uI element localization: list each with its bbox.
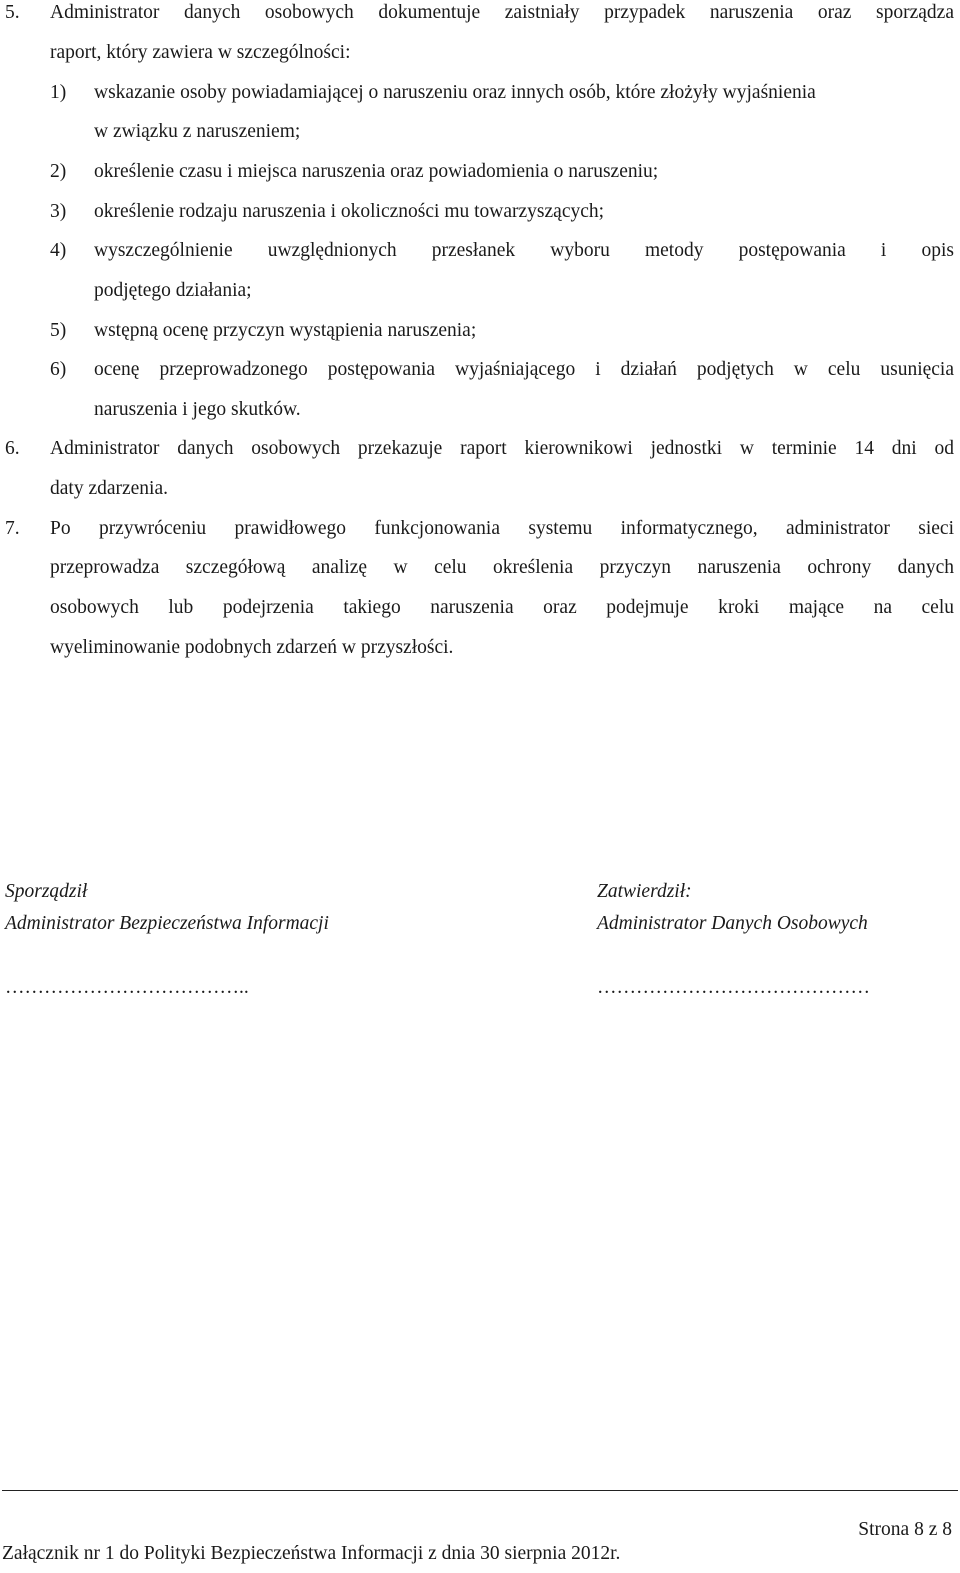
- item-text-line: Administrator danych osobowych dokumentuje zaistniały przypadek naruszenia oraz sporządza: [50, 2, 954, 23]
- subitem-text-line: wyszczególnienie uwzględnionych przesłanek wyboru metody postępowania i opis: [94, 240, 954, 261]
- item-text-line: Administrator danych osobowych przekazuje raport kierownikowi jednostki w terminie 14 dni od: [50, 438, 954, 459]
- subitem-text-line: podjętego działania;: [94, 280, 252, 301]
- footer-divider: [2, 1490, 958, 1491]
- signature-left-line: ………………………………..: [5, 977, 249, 998]
- signature-left-role: Administrator Bezpieczeństwa Informacji: [5, 913, 329, 934]
- subitem-text-line: wstępną ocenę przyczyn wystąpienia naruszenia;: [94, 320, 477, 341]
- item-text-line: raport, który zawiera w szczególności:: [50, 42, 351, 63]
- subitem-number: 2): [50, 161, 67, 182]
- subitem-text-line: wskazanie osoby powiadamiającej o naruszeniu oraz innych osób, które złożyły wyjaśnienia: [94, 82, 816, 103]
- item-text-line: osobowych lub podejrzenia takiego naruszenia oraz podejmuje kroki mające na celu: [50, 597, 954, 618]
- signature-left-label: Sporządził: [5, 881, 88, 902]
- subitem-number: 6): [50, 359, 67, 380]
- subitem-text-line: ocenę przeprowadzonego postępowania wyjaśniającego i działań podjętych w celu usunięcia: [94, 359, 954, 380]
- subitem-number: 4): [50, 240, 67, 261]
- item-number: 7.: [5, 518, 20, 539]
- subitem-text-line: określenie rodzaju naruszenia i okoliczności mu towarzyszących;: [94, 201, 605, 222]
- item-text-line: Po przywróceniu prawidłowego funkcjonowania systemu informatycznego, administrator sieci: [50, 518, 954, 539]
- item-text-line: daty zdarzenia.: [50, 478, 169, 499]
- subitem-number: 5): [50, 320, 67, 341]
- subitem-number: 3): [50, 201, 67, 222]
- item-text-line: przeprowadza szczegółową analizę w celu określenia przyczyn naruszenia ochrony danych: [50, 557, 954, 578]
- page-number: Strona 8 z 8: [858, 1519, 952, 1540]
- footer-note: Załącznik nr 1 do Polityki Bezpieczeństwa Informacji z dnia 30 sierpnia 2012r.: [2, 1543, 621, 1564]
- subitem-text-line: określenie czasu i miejsca naruszenia oraz powiadomienia o naruszeniu;: [94, 161, 659, 182]
- signature-right-line: ……………………………………: [597, 977, 870, 998]
- item-number: 6.: [5, 438, 20, 459]
- subitem-number: 1): [50, 82, 67, 103]
- signature-right-label: Zatwierdził:: [597, 881, 692, 902]
- subitem-text-line: w związku z naruszeniem;: [94, 121, 301, 142]
- signature-right-role: Administrator Danych Osobowych: [597, 913, 868, 934]
- item-number: 5.: [5, 2, 20, 23]
- subitem-text-line: naruszenia i jego skutków.: [94, 399, 301, 420]
- item-text-line: wyeliminowanie podobnych zdarzeń w przyszłości.: [50, 637, 454, 658]
